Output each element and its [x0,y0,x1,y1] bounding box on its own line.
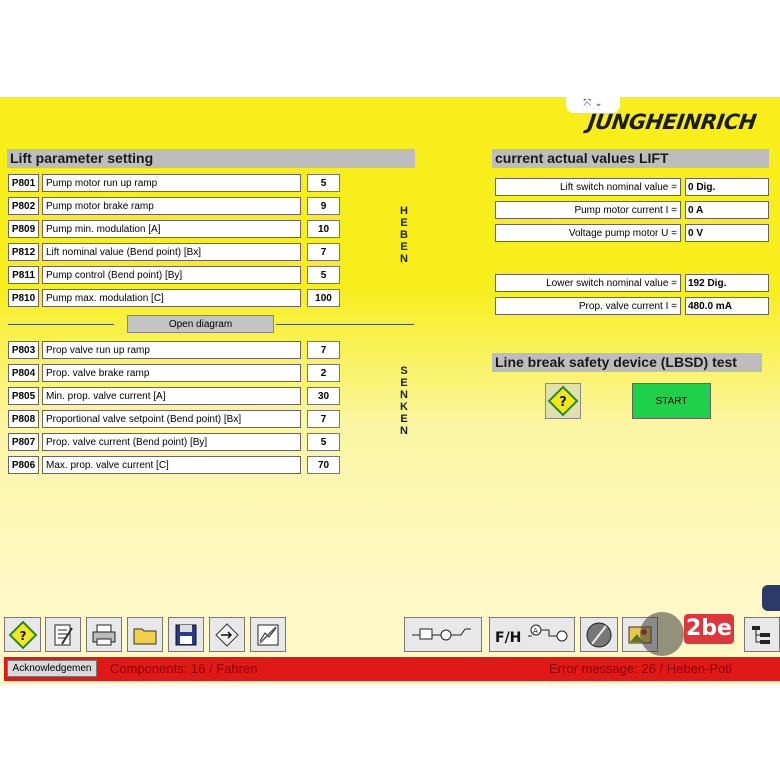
vertical-letter: E [400,241,408,253]
param-code: P810 [8,289,39,307]
open-diagram-button[interactable]: Open diagram [127,315,274,333]
actual-value-label: Lift switch nominal value = [495,178,681,196]
param-label: Proportional valve setpoint (Bend point) [Bx] [42,410,301,428]
notes-icon [50,622,76,648]
param-code: P806 [8,456,39,474]
param-label: Pump min. modulation [A] [42,220,301,238]
param-label: Pump motor run up ramp [42,174,301,192]
window-controls[interactable]: ⤧ ⌄ [566,97,620,113]
param-code: P804 [8,364,39,382]
vertical-letter: N [400,389,408,401]
param-value-field[interactable]: 100 [307,289,340,307]
param-code: P802 [8,197,39,215]
svg-text:F/H: F/H [495,629,522,646]
param-label: Pump max. modulation [C] [42,289,301,307]
hierarchy-icon [749,622,775,648]
divider-right [276,324,414,325]
param-label: Min. prop. valve current [A] [42,387,301,405]
param-label: Pump control (Bend point) [By] [42,266,301,284]
edit-chart-icon [254,621,282,649]
components-status: Components: 16 / Fahren [110,661,258,676]
param-value-field[interactable]: 30 [307,387,340,405]
param-value-field[interactable]: 7 [307,410,340,428]
circuit-icon [408,621,478,649]
folder-icon [131,623,159,647]
param-label: Pump motor brake ramp [42,197,301,215]
lbsd-help-button[interactable] [545,383,581,419]
param-value-field[interactable]: 5 [307,266,340,284]
save-icon [173,622,199,648]
param-code: P812 [8,243,39,261]
param-label: Max. prop. valve current [C] [42,456,301,474]
param-value-field[interactable]: 70 [307,456,340,474]
vertical-letter: E [400,413,408,425]
param-label: Prop valve run up ramp [42,341,301,359]
vertical-letter: H [400,205,408,217]
param-label: Prop. valve brake ramp [42,364,301,382]
svg-text:A: A [533,626,538,635]
acknowledgement-button[interactable]: Acknowledgemen [7,660,97,677]
vertical-letter: N [400,425,408,437]
param-code: P809 [8,220,39,238]
param-code: P803 [8,341,39,359]
start-button[interactable]: START [632,383,711,419]
notes-button[interactable] [45,617,81,652]
param-value-field[interactable]: 9 [307,197,340,215]
actual-value-readout: 192 Dig. [685,274,769,292]
param-label: Prop. valve current (Bend point) [By] [42,433,301,451]
save-button[interactable] [168,617,204,652]
vertical-letter: E [400,377,408,389]
vertical-letter: N [400,253,408,265]
jungheinrich-logo: JUNGHEINRICH [586,110,758,134]
open-folder-button[interactable] [127,617,163,652]
vertical-letter: S [400,365,408,377]
edit-chart-button[interactable] [250,617,286,652]
param-code: P807 [8,433,39,451]
heben-label [398,205,410,265]
lbsd-title: Line break safety device (LBSD) test [492,353,762,372]
circuit-button[interactable] [404,617,482,652]
side-scroll-icon[interactable] [762,585,780,611]
actual-value-label: Pump motor current I = [495,201,681,219]
actual-value-readout: 0 Dig. [685,178,769,196]
probe-button[interactable] [580,617,618,652]
param-label: Lift nominal value (Bend point) [Bx] [42,243,301,261]
actual-value-readout: 480.0 mA [685,297,769,315]
actual-value-readout: 0 A [685,201,769,219]
svg-text:?: ? [19,628,26,643]
param-value-field[interactable]: 7 [307,341,340,359]
actual-values-title: current actual values LIFT [492,149,769,168]
watermark-text: 2be [684,614,734,644]
actual-value-readout: 0 V [685,224,769,242]
probe-icon [584,620,614,650]
vertical-letter: K [400,401,408,413]
help-button[interactable] [4,617,41,652]
vertical-letter: E [400,217,408,229]
param-code: P805 [8,387,39,405]
param-value-field[interactable]: 2 [307,364,340,382]
exchange-button[interactable] [209,617,245,652]
vertical-letter: B [400,229,408,241]
actual-value-label: Voltage pump motor U = [495,224,681,242]
actual-value-label: Lower switch nominal value = [495,274,681,292]
param-code: P811 [8,266,39,284]
param-code: P808 [8,410,39,428]
fh-icon [492,620,572,650]
print-button[interactable] [86,617,122,652]
hierarchy-button[interactable] [744,617,780,652]
error-message: Error message: 26 / Heben-Poti [549,661,732,676]
param-value-field[interactable]: 7 [307,243,340,261]
watermark-badge [640,612,684,656]
param-value-field[interactable]: 5 [307,174,340,192]
actual-value-label: Prop. valve current I = [495,297,681,315]
divider-left [8,324,114,325]
help-icon [8,620,38,650]
param-value-field[interactable]: 10 [307,220,340,238]
param-code: P801 [8,174,39,192]
param-value-field[interactable]: 5 [307,433,340,451]
print-icon [90,622,118,648]
lift-parameter-title: Lift parameter setting [7,149,415,168]
svg-text:?: ? [559,395,567,410]
fh-button[interactable] [489,617,575,652]
exchange-icon [213,621,241,649]
senken-label [398,365,410,437]
question-diamond-icon [546,384,580,418]
